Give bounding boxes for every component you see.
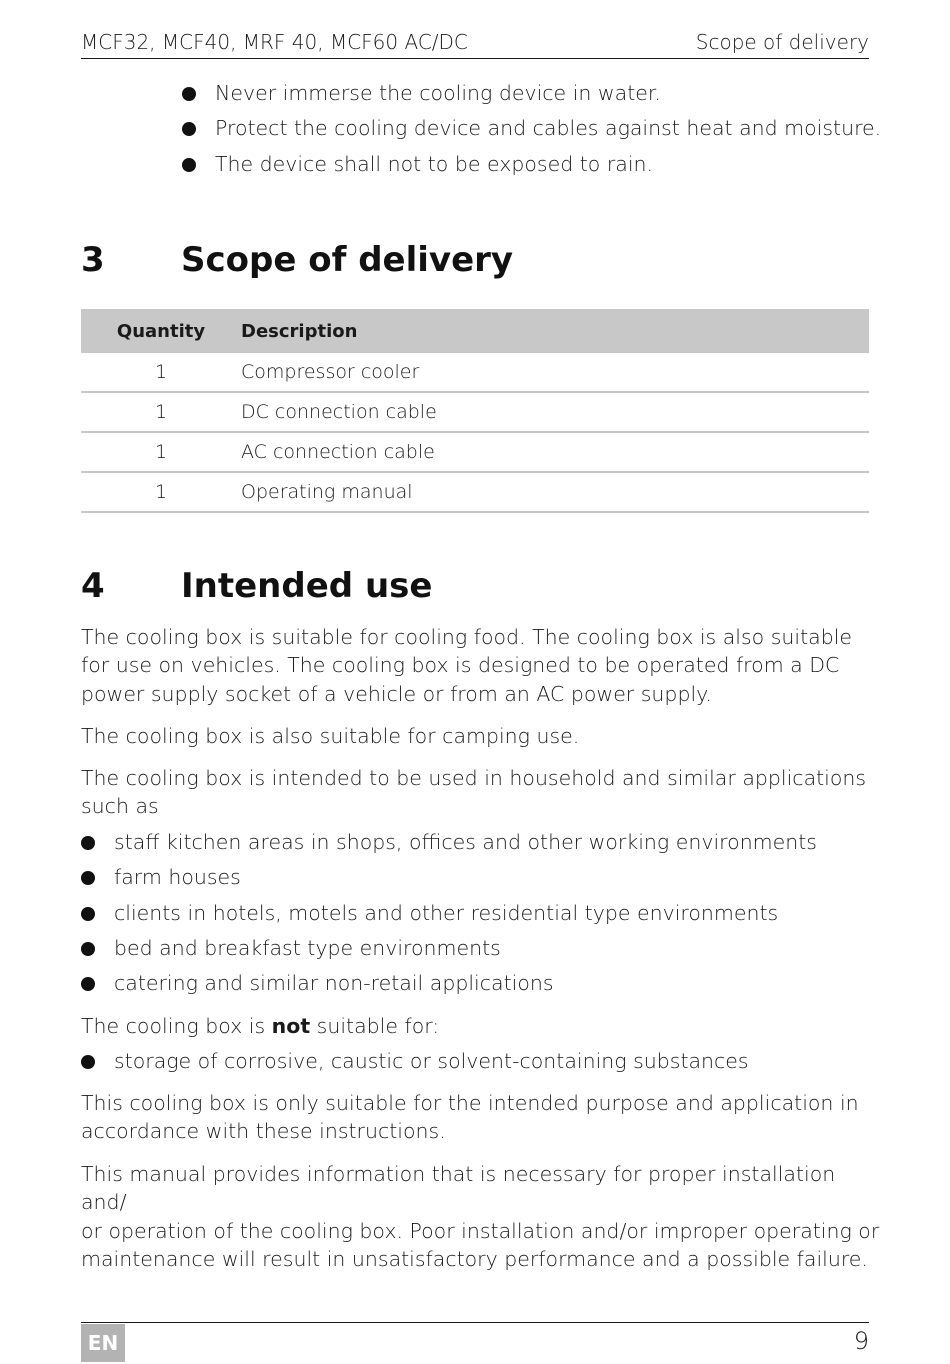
quantity-cell: 1 — [81, 432, 241, 472]
paragraph-suitability — [81, 623, 881, 708]
table-row — [81, 353, 869, 392]
text-line: or operation of the cooling box. Poor installation and/or improper operating or — [81, 1218, 880, 1243]
scope-of-delivery-table — [81, 309, 869, 513]
section-number: 3 — [81, 240, 105, 280]
text-span: suitable for: — [310, 1014, 440, 1038]
paragraph-intended-purpose — [81, 1089, 881, 1146]
description-cell: Operating manual — [241, 472, 869, 512]
table-row — [81, 392, 869, 432]
paragraph-camping: The cooling box is also suitable for camping use. — [81, 724, 580, 748]
list-item: storage of corrosive, caustic or solvent-containing substances — [81, 1046, 749, 1081]
description-cell: DC connection cable — [241, 392, 869, 432]
text-span: The cooling box is — [81, 1014, 272, 1038]
text-line: maintenance will result in unsatisfactory performance and a possible failure. — [81, 1246, 868, 1271]
section-number: 4 — [81, 566, 105, 606]
quantity-cell: 1 — [81, 392, 241, 432]
table-row — [81, 472, 869, 512]
text-line: power supply socket of a vehicle or from an AC power supply. — [81, 681, 712, 706]
list-item: staff kitchen areas in shops, offices and other working environments — [81, 827, 817, 862]
text-line: This cooling box is only suitable for the intended purpose and application in — [81, 1091, 859, 1115]
list-item: bed and breakfast type environments — [81, 933, 817, 968]
page-number: 9 — [853, 1327, 869, 1355]
text-line: accordance with these instructions. — [81, 1119, 446, 1144]
language-badge: EN — [81, 1324, 125, 1362]
paragraph-not-suitable — [81, 1012, 881, 1040]
description-cell: Compressor cooler — [241, 353, 869, 392]
header-section: Scope of delivery — [695, 30, 869, 54]
not-suitable-bullet-list — [81, 1046, 749, 1081]
safety-bullet-list — [182, 78, 881, 184]
column-header-quantity: Quantity — [81, 309, 241, 353]
list-item: Protect the cooling device and cables against heat and moisture. — [182, 113, 881, 148]
paragraph-manual-info — [81, 1160, 881, 1273]
header-models: MCF32, MCF40, MRF 40, MCF60 AC/DC — [81, 30, 468, 54]
uses-bullet-list — [81, 827, 817, 1003]
text-line: This manual provides information that is necessary for proper installation and/ — [81, 1162, 836, 1215]
text-line: for use on vehicles. The cooling box is designed to be operated from a DC — [81, 653, 840, 678]
column-header-description: Description — [241, 309, 869, 353]
quantity-cell: 1 — [81, 353, 241, 392]
list-item: Never immerse the cooling device in water. — [182, 78, 881, 113]
emphasis-not: not — [271, 1014, 311, 1038]
page-header — [81, 28, 869, 59]
quantity-cell: 1 — [81, 472, 241, 512]
list-item: The device shall not to be exposed to rain. — [182, 149, 881, 184]
description-cell: AC connection cable — [241, 432, 869, 472]
footer-divider — [81, 1322, 869, 1323]
text-line: such as — [81, 794, 159, 819]
table-row — [81, 432, 869, 472]
section-title: Scope of delivery — [181, 240, 514, 280]
paragraph-household — [81, 764, 881, 821]
section-title: Intended use — [181, 566, 433, 606]
text-line: The cooling box is intended to be used in household and similar applications — [81, 766, 867, 790]
text-line: The cooling box is suitable for cooling food. The cooling box is also suitable — [81, 625, 853, 649]
list-item: clients in hotels, motels and other residential type environments — [81, 898, 817, 933]
table-header-row — [81, 309, 869, 353]
list-item: farm houses — [81, 862, 817, 897]
list-item: catering and similar non-retail applications — [81, 968, 817, 1003]
